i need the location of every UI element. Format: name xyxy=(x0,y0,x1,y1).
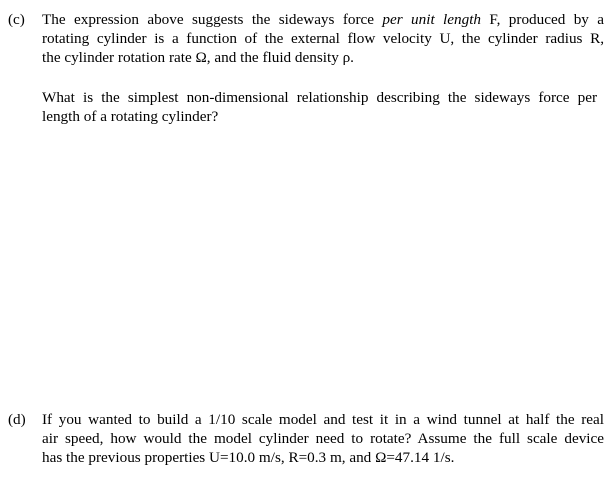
question-part-d xyxy=(8,410,604,468)
part-c-line-1 xyxy=(8,10,604,29)
part-d-line-3: has the previous properties U=10.0 m/s, R=0.3 m, and Ω=47.14 1/s. xyxy=(42,449,455,467)
part-d-line1-text: If you wanted to build a 1/10 scale model and test it in a wind tunnel at half the real xyxy=(42,411,604,428)
part-c-line1-post: F, produced by a xyxy=(481,11,605,28)
part-c-line1-italic: per unit length xyxy=(382,11,482,28)
part-c-line-2: rotating cylinder is a function of the external flow velocity U, the cylinder radius R, xyxy=(42,30,604,48)
part-d-label: (d) xyxy=(8,411,26,428)
question-part-c xyxy=(8,10,604,68)
part-c-question-line-2: length of a rotating cylinder? xyxy=(42,108,219,126)
part-c-label: (c) xyxy=(8,11,25,28)
part-d-line-2: air speed, how would the model cylinder need to rotate? Assume the full scale device xyxy=(42,430,604,448)
part-c-line1-pre: The expression above suggests the sideways force xyxy=(42,11,383,28)
part-d-line-1 xyxy=(8,410,604,429)
part-c-question-line-1: What is the simplest non-dimensional relationship describing the sideways force per xyxy=(42,89,597,106)
question-part-c-prompt xyxy=(42,88,597,126)
part-c-line-3: the cylinder rotation rate Ω, and the fluid density ρ. xyxy=(42,49,354,67)
